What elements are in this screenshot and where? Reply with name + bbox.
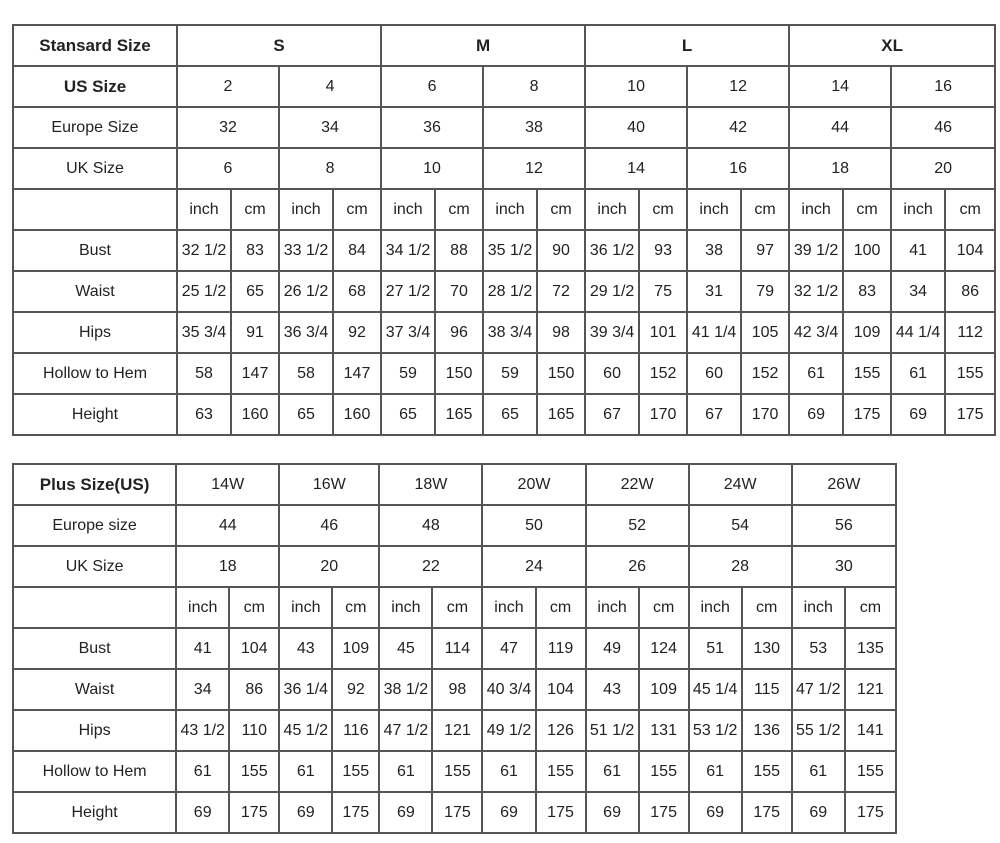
measurement-value: 26 1/2: [279, 271, 333, 312]
empty-label-cell: [13, 587, 176, 628]
measurement-value: 27 1/2: [381, 271, 435, 312]
measurement-value: 49 1/2: [482, 710, 535, 751]
measurement-value: 47 1/2: [792, 669, 845, 710]
measurement-value: 63: [177, 394, 231, 435]
measurement-label: Bust: [13, 628, 176, 669]
measurement-value: 36 3/4: [279, 312, 333, 353]
measurement-value: 84: [333, 230, 381, 271]
measurement-value: 43 1/2: [176, 710, 229, 751]
measurement-value: 109: [843, 312, 891, 353]
measurement-value: 147: [231, 353, 279, 394]
uk-size-cell: 16: [687, 148, 789, 189]
measurement-value: 45 1/4: [689, 669, 742, 710]
measurement-value: 124: [639, 628, 689, 669]
uk-size-cell: 22: [379, 546, 482, 587]
measurement-value: 72: [537, 271, 585, 312]
measurement-value: 32 1/2: [789, 271, 843, 312]
measurement-value: 43: [586, 669, 639, 710]
europe-size-cell: 46: [279, 505, 379, 546]
us-size-cell: 8: [483, 66, 585, 107]
uk-size-cell: 30: [792, 546, 896, 587]
table-row: [13, 751, 896, 792]
size-group-header: XL: [789, 25, 995, 66]
measurement-value: 79: [741, 271, 789, 312]
unit-inch: inch: [585, 189, 639, 230]
measurement-value: 45: [379, 628, 432, 669]
us-size-cell: 14: [789, 66, 891, 107]
measurement-value: 175: [845, 792, 896, 833]
measurement-value: 33 1/2: [279, 230, 333, 271]
unit-inch: inch: [792, 587, 845, 628]
measurement-value: 170: [639, 394, 687, 435]
us-size-cell: 4: [279, 66, 381, 107]
unit-cm: cm: [332, 587, 379, 628]
measurement-value: 51: [689, 628, 742, 669]
table-row: [13, 107, 995, 148]
plus-us-size-cell: 18W: [379, 464, 482, 505]
unit-inch: inch: [687, 189, 741, 230]
measurement-value: 38: [687, 230, 741, 271]
measurement-value: 75: [639, 271, 687, 312]
measurement-value: 104: [229, 628, 279, 669]
measurement-value: 65: [231, 271, 279, 312]
measurement-value: 35 1/2: [483, 230, 537, 271]
measurement-value: 53: [792, 628, 845, 669]
uk-size-cell: 26: [586, 546, 689, 587]
measurement-value: 131: [639, 710, 689, 751]
table-row: [13, 505, 896, 546]
measurement-value: 67: [585, 394, 639, 435]
unit-cm: cm: [945, 189, 995, 230]
uk-size-cell: 8: [279, 148, 381, 189]
measurement-value: 53 1/2: [689, 710, 742, 751]
europe-size-cell: 42: [687, 107, 789, 148]
measurement-value: 93: [639, 230, 687, 271]
plus-us-size-cell: 20W: [482, 464, 585, 505]
measurement-value: 37 3/4: [381, 312, 435, 353]
measurement-value: 105: [741, 312, 789, 353]
unit-inch: inch: [176, 587, 229, 628]
measurement-value: 115: [742, 669, 792, 710]
measurement-value: 65: [279, 394, 333, 435]
measurement-value: 109: [639, 669, 689, 710]
measurement-value: 69: [586, 792, 639, 833]
measurement-value: 121: [432, 710, 482, 751]
measurement-value: 61: [279, 751, 332, 792]
measurement-label: Height: [13, 394, 177, 435]
measurement-value: 147: [333, 353, 381, 394]
measurement-value: 43: [279, 628, 332, 669]
table-row: [13, 628, 896, 669]
measurement-value: 121: [845, 669, 896, 710]
measurement-value: 165: [537, 394, 585, 435]
measurement-value: 34: [176, 669, 229, 710]
measurement-value: 98: [537, 312, 585, 353]
us-size-cell: 6: [381, 66, 483, 107]
measurement-value: 175: [742, 792, 792, 833]
measurement-value: 36 1/2: [585, 230, 639, 271]
row-label-us-size: US Size: [13, 66, 177, 107]
measurement-value: 55 1/2: [792, 710, 845, 751]
measurement-value: 65: [381, 394, 435, 435]
size-group-header: S: [177, 25, 381, 66]
measurement-value: 104: [945, 230, 995, 271]
unit-inch: inch: [177, 189, 231, 230]
unit-inch: inch: [482, 587, 535, 628]
measurement-value: 155: [945, 353, 995, 394]
unit-inch: inch: [483, 189, 537, 230]
europe-size-cell: 36: [381, 107, 483, 148]
measurement-value: 61: [891, 353, 945, 394]
measurement-value: 135: [845, 628, 896, 669]
measurement-value: 25 1/2: [177, 271, 231, 312]
measurement-value: 61: [689, 751, 742, 792]
unit-cm: cm: [229, 587, 279, 628]
europe-size-cell: 52: [586, 505, 689, 546]
unit-cm: cm: [536, 587, 586, 628]
measurement-value: 126: [536, 710, 586, 751]
measurement-value: 155: [843, 353, 891, 394]
measurement-value: 61: [176, 751, 229, 792]
measurement-value: 59: [381, 353, 435, 394]
measurement-value: 155: [432, 751, 482, 792]
measurement-value: 47: [482, 628, 535, 669]
measurement-value: 175: [945, 394, 995, 435]
measurement-label: Height: [13, 792, 176, 833]
plus-us-size-cell: 16W: [279, 464, 379, 505]
uk-size-cell: 6: [177, 148, 279, 189]
uk-size-cell: 10: [381, 148, 483, 189]
measurement-value: 175: [536, 792, 586, 833]
measurement-value: 45 1/2: [279, 710, 332, 751]
uk-size-cell: 24: [482, 546, 585, 587]
measurement-label: Bust: [13, 230, 177, 271]
measurement-value: 83: [231, 230, 279, 271]
measurement-value: 61: [379, 751, 432, 792]
row-label-uk-size: UK Size: [13, 546, 176, 587]
measurement-value: 116: [332, 710, 379, 751]
measurement-value: 90: [537, 230, 585, 271]
table-row: [13, 148, 995, 189]
us-size-cell: 12: [687, 66, 789, 107]
measurement-value: 88: [435, 230, 483, 271]
size-group-header: L: [585, 25, 789, 66]
measurement-value: 60: [687, 353, 741, 394]
measurement-value: 38 3/4: [483, 312, 537, 353]
unit-cm: cm: [845, 587, 896, 628]
measurement-value: 69: [379, 792, 432, 833]
measurement-value: 51 1/2: [586, 710, 639, 751]
europe-size-cell: 44: [176, 505, 279, 546]
measurement-value: 91: [231, 312, 279, 353]
table-row: [13, 587, 896, 628]
unit-cm: cm: [432, 587, 482, 628]
measurement-value: 38 1/2: [379, 669, 432, 710]
measurement-value: 104: [536, 669, 586, 710]
measurement-value: 59: [483, 353, 537, 394]
measurement-value: 155: [229, 751, 279, 792]
measurement-value: 175: [229, 792, 279, 833]
measurement-value: 69: [792, 792, 845, 833]
measurement-value: 69: [482, 792, 535, 833]
measurement-value: 155: [845, 751, 896, 792]
uk-size-cell: 20: [891, 148, 995, 189]
measurement-value: 155: [332, 751, 379, 792]
uk-size-cell: 14: [585, 148, 687, 189]
plus-us-size-cell: 22W: [586, 464, 689, 505]
europe-size-cell: 32: [177, 107, 279, 148]
measurement-value: 97: [741, 230, 789, 271]
measurement-value: 60: [585, 353, 639, 394]
measurement-value: 69: [789, 394, 843, 435]
table-row: [13, 312, 995, 353]
unit-inch: inch: [279, 587, 332, 628]
measurement-value: 34 1/2: [381, 230, 435, 271]
measurement-value: 152: [741, 353, 789, 394]
measurement-value: 112: [945, 312, 995, 353]
unit-inch: inch: [789, 189, 843, 230]
measurement-value: 70: [435, 271, 483, 312]
unit-inch: inch: [381, 189, 435, 230]
measurement-value: 68: [333, 271, 381, 312]
measurement-value: 170: [741, 394, 789, 435]
table-row: [13, 669, 896, 710]
measurement-value: 152: [639, 353, 687, 394]
unit-cm: cm: [843, 189, 891, 230]
measurement-value: 61: [792, 751, 845, 792]
table-title: Plus Size(US): [13, 464, 176, 505]
measurement-value: 29 1/2: [585, 271, 639, 312]
measurement-value: 130: [742, 628, 792, 669]
measurement-label: Hollow to Hem: [13, 751, 176, 792]
measurement-value: 65: [483, 394, 537, 435]
europe-size-cell: 34: [279, 107, 381, 148]
measurement-value: 165: [435, 394, 483, 435]
table-row: [13, 25, 995, 66]
measurement-value: 141: [845, 710, 896, 751]
table-row: [13, 353, 995, 394]
measurement-value: 150: [537, 353, 585, 394]
table-row: [13, 271, 995, 312]
unit-inch: inch: [279, 189, 333, 230]
row-label-europe-size: Europe Size: [13, 107, 177, 148]
measurement-value: 175: [843, 394, 891, 435]
plus-size-table: [12, 463, 897, 834]
measurement-value: 69: [891, 394, 945, 435]
measurement-value: 119: [536, 628, 586, 669]
measurement-value: 39 1/2: [789, 230, 843, 271]
measurement-value: 69: [279, 792, 332, 833]
measurement-value: 155: [639, 751, 689, 792]
unit-cm: cm: [231, 189, 279, 230]
measurement-value: 155: [742, 751, 792, 792]
measurement-value: 96: [435, 312, 483, 353]
table-row: [13, 464, 896, 505]
table-row: [13, 546, 896, 587]
plus-us-size-cell: 24W: [689, 464, 792, 505]
measurement-value: 160: [231, 394, 279, 435]
measurement-value: 110: [229, 710, 279, 751]
measurement-value: 28 1/2: [483, 271, 537, 312]
us-size-cell: 10: [585, 66, 687, 107]
plus-us-size-cell: 26W: [792, 464, 896, 505]
table-row: [13, 394, 995, 435]
unit-inch: inch: [379, 587, 432, 628]
measurement-label: Hips: [13, 710, 176, 751]
europe-size-cell: 48: [379, 505, 482, 546]
measurement-value: 100: [843, 230, 891, 271]
measurement-value: 58: [177, 353, 231, 394]
unit-cm: cm: [333, 189, 381, 230]
plus-us-size-cell: 14W: [176, 464, 279, 505]
measurement-value: 150: [435, 353, 483, 394]
measurement-value: 175: [432, 792, 482, 833]
europe-size-cell: 50: [482, 505, 585, 546]
measurement-value: 44 1/4: [891, 312, 945, 353]
measurement-label: Hollow to Hem: [13, 353, 177, 394]
europe-size-cell: 46: [891, 107, 995, 148]
measurement-value: 49: [586, 628, 639, 669]
measurement-value: 155: [536, 751, 586, 792]
unit-cm: cm: [639, 587, 689, 628]
table-row: [13, 710, 896, 751]
table-row: [13, 66, 995, 107]
uk-size-cell: 18: [176, 546, 279, 587]
measurement-label: Hips: [13, 312, 177, 353]
measurement-value: 61: [482, 751, 535, 792]
measurement-label: Waist: [13, 669, 176, 710]
unit-cm: cm: [742, 587, 792, 628]
measurement-value: 41: [891, 230, 945, 271]
measurement-value: 175: [332, 792, 379, 833]
measurement-value: 136: [742, 710, 792, 751]
measurement-value: 34: [891, 271, 945, 312]
unit-inch: inch: [891, 189, 945, 230]
measurement-value: 47 1/2: [379, 710, 432, 751]
unit-cm: cm: [537, 189, 585, 230]
uk-size-cell: 20: [279, 546, 379, 587]
measurement-value: 114: [432, 628, 482, 669]
measurement-value: 35 3/4: [177, 312, 231, 353]
measurement-value: 31: [687, 271, 741, 312]
europe-size-cell: 44: [789, 107, 891, 148]
measurement-value: 101: [639, 312, 687, 353]
europe-size-cell: 56: [792, 505, 896, 546]
table-title: Stansard Size: [13, 25, 177, 66]
row-label-uk-size: UK Size: [13, 148, 177, 189]
unit-cm: cm: [639, 189, 687, 230]
uk-size-cell: 12: [483, 148, 585, 189]
measurement-value: 92: [332, 669, 379, 710]
unit-cm: cm: [435, 189, 483, 230]
measurement-value: 109: [332, 628, 379, 669]
table-row: [13, 189, 995, 230]
uk-size-cell: 28: [689, 546, 792, 587]
unit-inch: inch: [689, 587, 742, 628]
measurement-value: 40 3/4: [482, 669, 535, 710]
us-size-cell: 2: [177, 66, 279, 107]
measurement-value: 86: [945, 271, 995, 312]
measurement-value: 98: [432, 669, 482, 710]
measurement-value: 69: [689, 792, 742, 833]
measurement-value: 39 3/4: [585, 312, 639, 353]
measurement-value: 61: [789, 353, 843, 394]
measurement-value: 69: [176, 792, 229, 833]
uk-size-cell: 18: [789, 148, 891, 189]
measurement-value: 86: [229, 669, 279, 710]
measurement-value: 42 3/4: [789, 312, 843, 353]
size-group-header: M: [381, 25, 585, 66]
europe-size-cell: 40: [585, 107, 687, 148]
measurement-value: 61: [586, 751, 639, 792]
unit-cm: cm: [741, 189, 789, 230]
table-row: [13, 792, 896, 833]
measurement-label: Waist: [13, 271, 177, 312]
measurement-value: 58: [279, 353, 333, 394]
standard-size-table: [12, 24, 996, 436]
europe-size-cell: 38: [483, 107, 585, 148]
measurement-value: 83: [843, 271, 891, 312]
measurement-value: 41 1/4: [687, 312, 741, 353]
empty-label-cell: [13, 189, 177, 230]
measurement-value: 92: [333, 312, 381, 353]
measurement-value: 36 1/4: [279, 669, 332, 710]
unit-inch: inch: [586, 587, 639, 628]
us-size-cell: 16: [891, 66, 995, 107]
measurement-value: 32 1/2: [177, 230, 231, 271]
europe-size-cell: 54: [689, 505, 792, 546]
measurement-value: 67: [687, 394, 741, 435]
measurement-value: 175: [639, 792, 689, 833]
measurement-value: 41: [176, 628, 229, 669]
row-label-europe-size: Europe size: [13, 505, 176, 546]
table-row: [13, 230, 995, 271]
measurement-value: 160: [333, 394, 381, 435]
